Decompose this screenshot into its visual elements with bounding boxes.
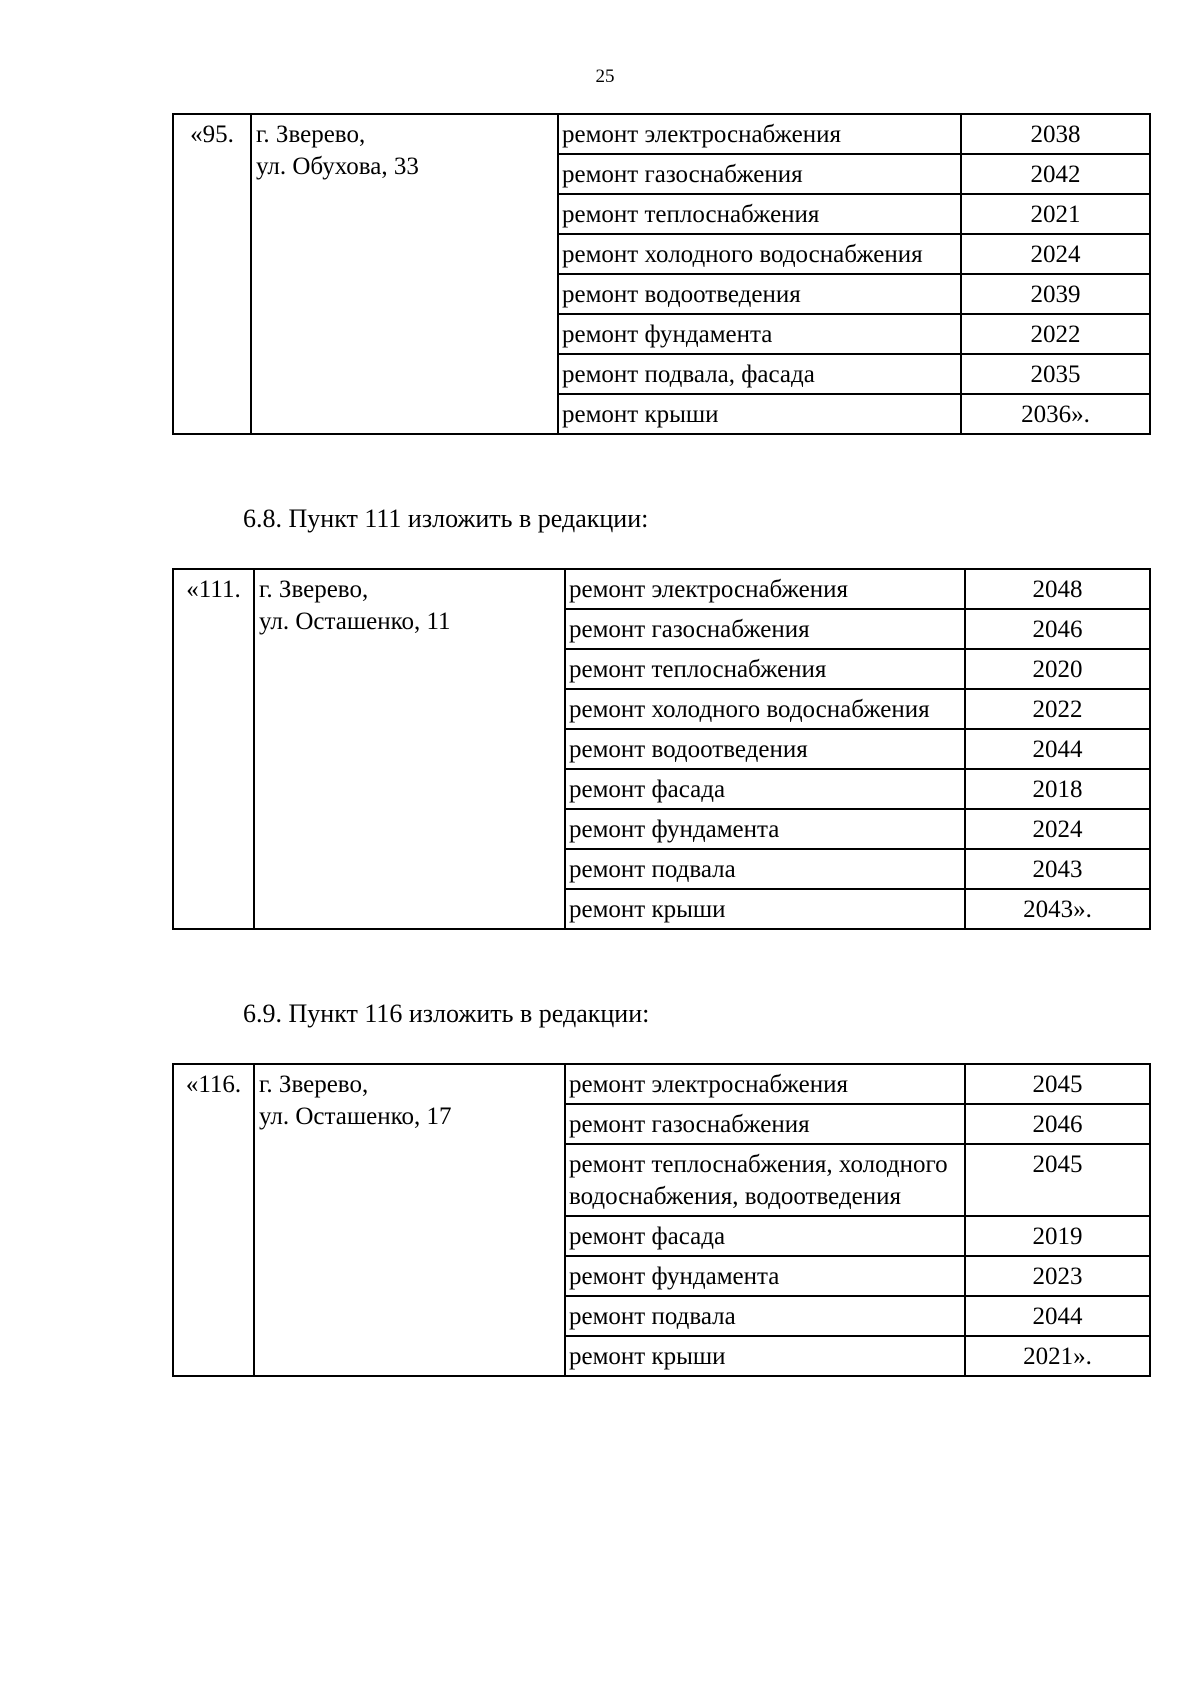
work-type: ремонт крыши bbox=[558, 394, 961, 434]
work-year: 2022 bbox=[961, 314, 1150, 354]
work-year: 2019 bbox=[965, 1216, 1150, 1256]
item-number: «95. bbox=[173, 114, 251, 434]
work-type: ремонт газоснабжения bbox=[565, 609, 965, 649]
address-city: г. Зверево, bbox=[259, 1071, 369, 1098]
page-number: 25 bbox=[595, 66, 615, 87]
work-year: 2043 bbox=[965, 849, 1150, 889]
work-type: ремонт электроснабжения bbox=[558, 114, 961, 154]
work-type: ремонт холодного водоснабжения bbox=[565, 689, 965, 729]
item-number: «116. bbox=[173, 1064, 254, 1376]
work-year: 2022 bbox=[965, 689, 1150, 729]
table-row bbox=[173, 569, 1150, 609]
table-row bbox=[173, 1064, 1150, 1104]
work-year: 2046 bbox=[965, 1104, 1150, 1144]
work-type: ремонт крыши bbox=[565, 889, 965, 929]
address-city: г. Зверево, bbox=[259, 576, 369, 603]
table-row bbox=[173, 114, 1150, 154]
work-type: ремонт электроснабжения bbox=[565, 1064, 965, 1104]
repair-table-item-111 bbox=[172, 568, 1151, 930]
repair-table-item-116 bbox=[172, 1063, 1151, 1377]
work-year: 2039 bbox=[961, 274, 1150, 314]
address-street: ул. Осташенко, 17 bbox=[259, 1103, 452, 1130]
work-type: ремонт газоснабжения bbox=[565, 1104, 965, 1144]
work-year: 2044 bbox=[965, 1296, 1150, 1336]
address-street: ул. Осташенко, 11 bbox=[259, 608, 451, 635]
work-year: 2021». bbox=[965, 1336, 1150, 1376]
work-year: 2020 bbox=[965, 649, 1150, 689]
address-city: г. Зверево, bbox=[256, 121, 366, 148]
work-type: ремонт фундамента bbox=[558, 314, 961, 354]
address-street: ул. Обухова, 33 bbox=[256, 153, 419, 180]
work-year: 2038 bbox=[961, 114, 1150, 154]
work-year: 2036». bbox=[961, 394, 1150, 434]
work-type: ремонт подвала bbox=[565, 849, 965, 889]
work-type: ремонт холодного водоснабжения bbox=[558, 234, 961, 274]
work-type: ремонт фасада bbox=[565, 1216, 965, 1256]
work-year: 2045 bbox=[965, 1064, 1150, 1104]
work-year: 2018 bbox=[965, 769, 1150, 809]
work-type: ремонт теплоснабжения bbox=[558, 194, 961, 234]
work-type: ремонт фундамента bbox=[565, 1256, 965, 1296]
work-year: 2046 bbox=[965, 609, 1150, 649]
work-type: ремонт теплоснабжения bbox=[565, 649, 965, 689]
work-year: 2045 bbox=[965, 1144, 1150, 1216]
work-year: 2021 bbox=[961, 194, 1150, 234]
work-type: ремонт подвала bbox=[565, 1296, 965, 1336]
work-year: 2042 bbox=[961, 154, 1150, 194]
work-year: 2043». bbox=[965, 889, 1150, 929]
work-year: 2024 bbox=[961, 234, 1150, 274]
work-year: 2048 bbox=[965, 569, 1150, 609]
address-cell bbox=[254, 1064, 565, 1376]
repair-table-item-95 bbox=[172, 113, 1151, 435]
work-year: 2023 bbox=[965, 1256, 1150, 1296]
work-year: 2044 bbox=[965, 729, 1150, 769]
work-year: 2035 bbox=[961, 354, 1150, 394]
work-type: ремонт водоотведения bbox=[565, 729, 965, 769]
item-number: «111. bbox=[173, 569, 254, 929]
work-type: ремонт фундамента bbox=[565, 809, 965, 849]
work-type: ремонт подвала, фасада bbox=[558, 354, 961, 394]
address-cell bbox=[251, 114, 558, 434]
work-type: ремонт фасада bbox=[565, 769, 965, 809]
amendment-paragraph: 6.8. Пункт 111 изложить в редакции: bbox=[243, 504, 649, 533]
work-type: ремонт крыши bbox=[565, 1336, 965, 1376]
address-cell bbox=[254, 569, 565, 929]
work-year: 2024 bbox=[965, 809, 1150, 849]
work-type: ремонт электроснабжения bbox=[565, 569, 965, 609]
work-type: ремонт водоотведения bbox=[558, 274, 961, 314]
amendment-paragraph: 6.9. Пункт 116 изложить в редакции: bbox=[243, 999, 650, 1028]
work-type: ремонт газоснабжения bbox=[558, 154, 961, 194]
work-type: ремонт теплоснабжения, холодного водоснабжения, водоотведения bbox=[565, 1144, 965, 1216]
